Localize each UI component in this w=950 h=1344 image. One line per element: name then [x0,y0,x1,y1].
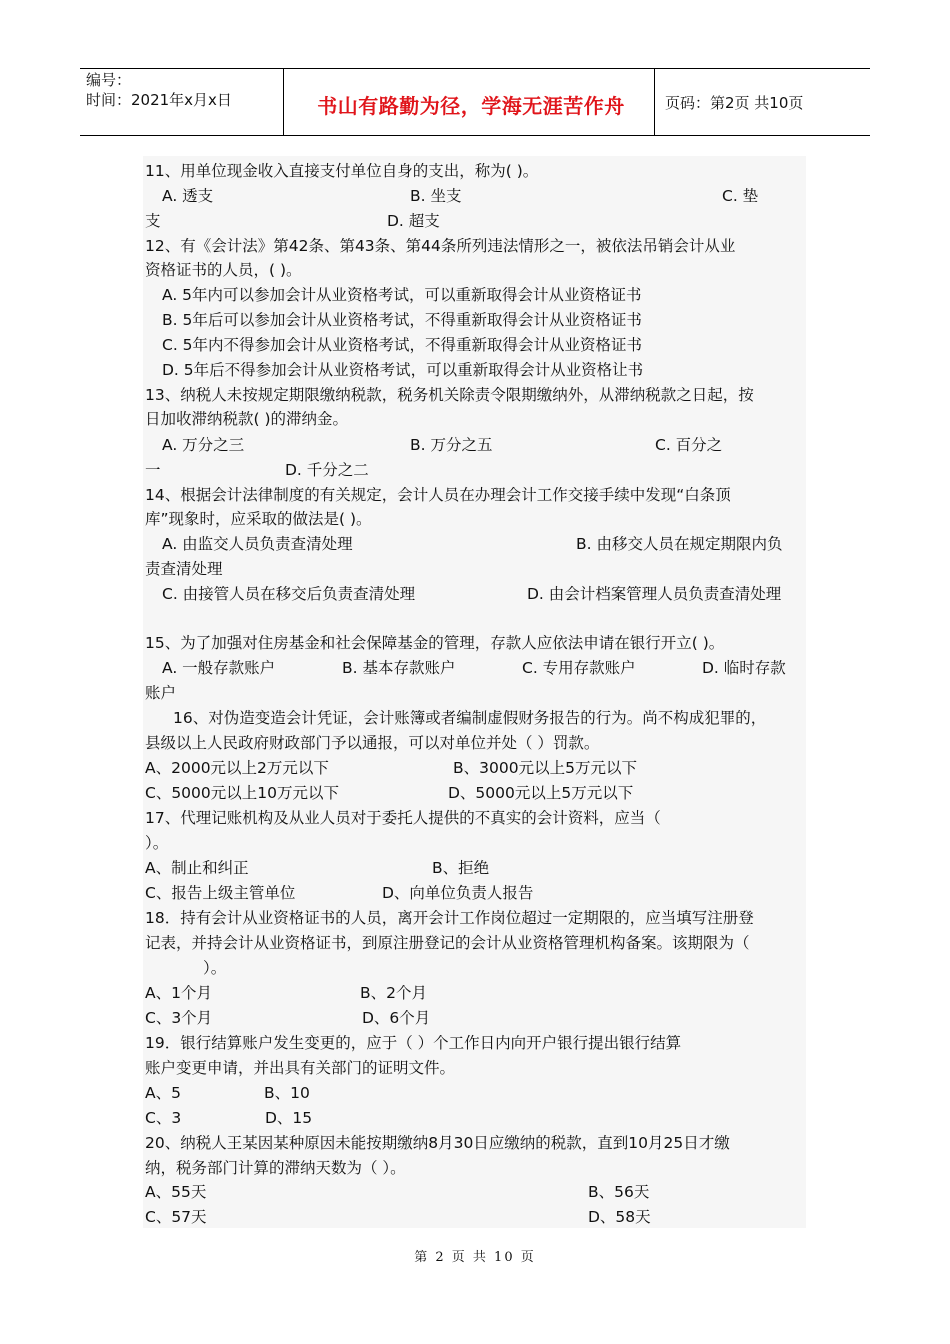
question-11-stem: 11、用单位现金收入直接支付单位自身的支出，称为( )。 [145,162,539,180]
question-19-option-d: D、15 [265,1109,313,1127]
question-18-stem-line-3: ）。 [203,959,227,977]
question-14-option-b: B. 由移交人员在规定期限内负 [576,535,783,553]
question-17-option-b: B、拒绝 [432,859,490,877]
question-12-stem-line-1: 12、有《会计法》第42条、第43条、第44条所列违法情形之一，被依法吊销会计从业 [145,237,736,255]
page-footer: 第 2 页 共 10 页 [414,1250,536,1265]
question-12-option-a: A. 5年内可以参加会计从业资格考试，可以重新取得会计从业资格证书 [162,286,642,304]
question-11-option-c: C. 垫 [722,187,759,205]
question-18-option-b: B、2个月 [360,984,427,1002]
question-19-stem-line-1: 19．银行结算账户发生变更的，应于（ ）个工作日内向开户银行提出银行结算 [145,1034,682,1052]
question-13-stem-line-2: 日加收滞纳税款( )的滞纳金。 [145,410,349,428]
question-15-option-a: A. 一般存款账户 [162,659,276,677]
question-11-option-c-cont: 支 [145,212,161,230]
question-17-option-a: A、制止和纠正 [145,859,249,877]
question-17-stem-line-2: ）。 [145,834,169,852]
question-13-option-b: B. 万分之五 [410,436,493,454]
question-13-option-a: A. 万分之三 [162,436,245,454]
question-14-option-d: D. 由会计档案管理人员负责查清处理 [527,585,782,603]
question-20-option-b: B、56天 [588,1183,650,1201]
question-15-stem: 15、为了加强对住房基金和社会保障基金的管理，存款人应依法申请在银行开立( )。 [145,634,725,652]
document-date-label: 时间：2021年x月x日 [86,91,232,109]
question-16-option-c: C、5000元以上10万元以下 [145,784,339,802]
question-19-stem-line-2: 账户变更申请，并出具有关部门的证明文件。 [145,1059,456,1077]
header-top-border [80,68,870,69]
question-13-stem-line-1: 13、纳税人未按规定期限缴纳税款，税务机关除责令限期缴纳外，从滞纳税款之日起，按 [145,386,754,404]
header-table [80,68,870,136]
question-16-stem-line-2: 县级以上人民政府财政部门予以通报，可以对单位并处（ ）罚款。 [145,734,600,752]
question-16-stem-line-1: 16、对伪造变造会计凭证，会计账簿或者编制虚假财务报告的行为。尚不构成犯罪的， [173,709,767,727]
question-15-option-d: D. 临时存款 [702,659,786,677]
header-page-info: 页码：第2页 共10页 [665,94,804,112]
question-15-option-d-cont: 账户 [145,684,177,702]
question-13-option-c-cont: 一 [145,461,161,479]
question-17-option-d: D、向单位负责人报告 [382,884,534,902]
question-17-option-c: C、报告上级主管单位 [145,884,296,902]
question-14-stem-line-1: 14、根据会计法律制度的有关规定，会计人员在办理会计工作交接手续中发现“白条顶 [145,486,731,504]
question-11-option-a: A. 透支 [162,187,214,205]
question-18-option-a: A、1个月 [145,984,212,1002]
question-15-option-b: B. 基本存款账户 [342,659,456,677]
question-11-option-b: B. 坐支 [410,187,462,205]
question-20-stem-line-2: 纳，税务部门计算的滞纳天数为（ ）。 [145,1159,406,1177]
question-13-option-d: D. 千分之二 [285,461,369,479]
question-14-stem-line-2: 库”现象时，应采取的做法是( )。 [145,510,372,528]
question-19-option-c: C、3 [145,1109,182,1127]
document-number-label: 编号： [86,71,132,89]
question-18-stem-line-1: 18．持有会计从业资格证书的人员，离开会计工作岗位超过一定期限的，应当填写注册登 [145,909,754,927]
question-20-option-a: A、55天 [145,1183,207,1201]
question-12-option-c: C. 5年内不得参加会计从业资格考试，不得重新取得会计从业资格证书 [162,336,643,354]
question-16-option-a: A、2000元以上2万元以下 [145,759,329,777]
question-14-option-b-cont: 责查清处理 [145,560,223,578]
question-12-option-d: D. 5年后不得参加会计从业资格考试，可以重新取得会计从业资格让书 [162,361,644,379]
question-12-option-b: B. 5年后可以参加会计从业资格考试，不得重新取得会计从业资格证书 [162,311,642,329]
question-16-option-d: D、5000元以上5万元以下 [448,784,634,802]
question-20-option-c: C、57天 [145,1208,207,1226]
question-18-option-d: D、6个月 [362,1009,431,1027]
question-11-option-d: D. 超支 [387,212,440,230]
question-19-option-a: A、5 [145,1084,181,1102]
question-14-option-a: A. 由监交人员负责查清处理 [162,535,353,553]
question-20-option-d: D、58天 [588,1208,651,1226]
question-18-stem-line-2: 记表，并持会计从业资格证书，到原注册登记的会计从业资格管理机构备案。该期限为（ [145,934,750,952]
header-bottom-border [80,135,870,136]
question-18-option-c: C、3个月 [145,1009,213,1027]
question-13-option-c: C. 百分之 [655,436,723,454]
question-16-option-b: B、3000元以上5万元以下 [453,759,637,777]
header-motto: 书山有路勤为径，学海无涯苦作舟 [317,94,625,118]
question-17-stem-line-1: 17、代理记账机构及从业人员对于委托人提供的不真实的会计资料，应当（ [145,809,661,827]
question-14-option-c: C. 由接管人员在移交后负责查清处理 [162,585,416,603]
question-15-option-c: C. 专用存款账户 [522,659,636,677]
question-20-stem-line-1: 20、纳税人王某因某种原因未能按期缴纳8月30日应缴纳的税款，直到10月25日才缴 [145,1134,730,1152]
question-19-option-b: B、10 [264,1084,310,1102]
header-divider-left [283,68,284,136]
question-12-stem-line-2: 资格证书的人员，( )。 [145,261,302,279]
